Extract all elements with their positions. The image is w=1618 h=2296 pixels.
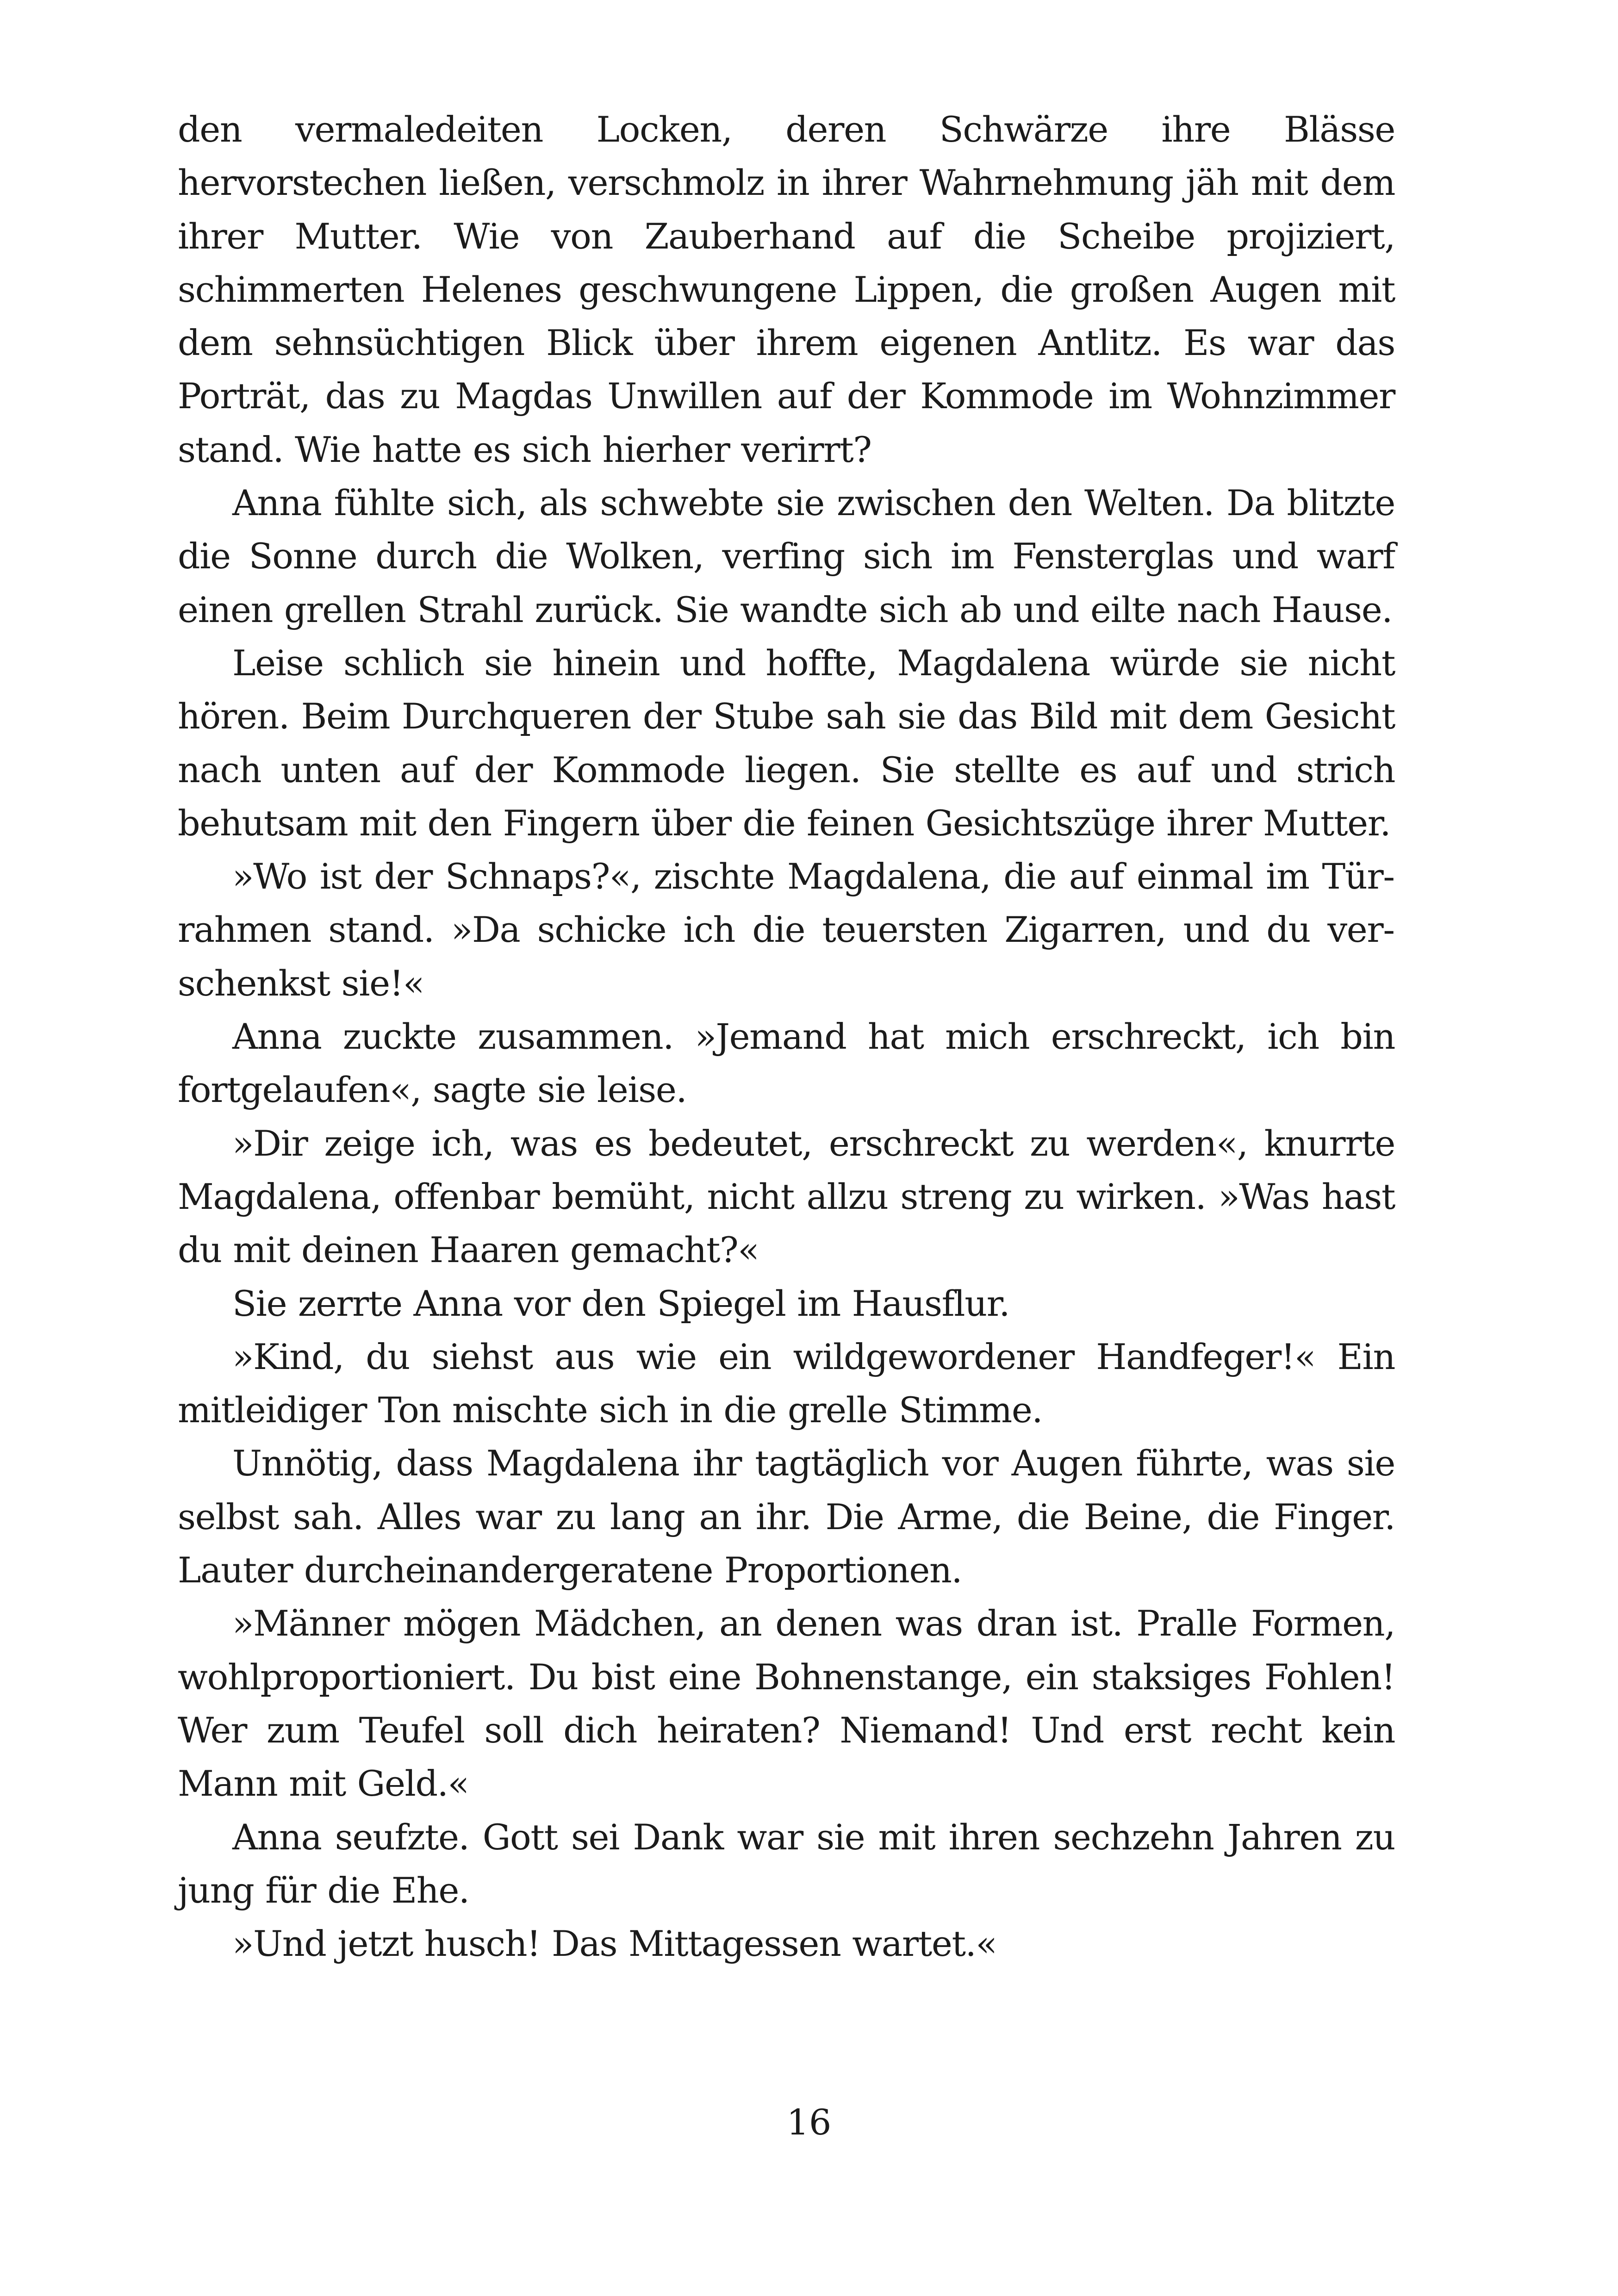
paragraph: Sie zerrte Anna vor den Spiegel im Hausflur. — [232, 1282, 1010, 1324]
body-text — [178, 103, 1395, 1970]
paragraph: den vermaledeiten Locken, deren Schwärze ihre Blässe hervorstechen ließen, verschmolz in ihrer Wahrnehmung jäh mit dem ihrer Mutter. Wie von Zauberhand auf die Scheibe projiziert, schimmerten Helenes geschwungene Lippen, die großen Augen mit dem sehnsüchtigen Blick über ihrem eigenen Antlitz. Es war das Porträt, das zu Magdas Unwillen auf der Kommode im Wohnzimmer stand. Wie hatte es sich hierher verirrt? — [178, 109, 1395, 470]
paragraph: Anna zuckte zusammen. »Jemand hat mich erschreckt, ich bin fortgelaufen«, sagte sie leise. — [178, 1016, 1395, 1111]
paragraph: Unnötig, dass Magdalena ihr tagtäglich vor Augen führte, was sie selbst sah. Alles war zu lang an ihr. Die Arme, die Beine, die Finger. Lauter durcheinandergeratene Proportionen. — [178, 1443, 1395, 1591]
paragraph: Anna fühlte sich, als schwebte sie zwischen den Welten. Da blitzte die Sonne durch die Wolken, verfing sich im Fensterglas und warf einen grellen Strahl zurück. Sie wandte sich ab und eilte nach Hause. — [178, 482, 1395, 630]
paragraph: »Wo ist der Schnaps?«, zischte Magdalena, die auf einmal im Türrahmen stand. »Da schicke ich die teuersten Zigarren, und du verschenkst sie!« — [178, 856, 1395, 1004]
paragraph: Anna seufzte. Gott sei Dank war sie mit ihren sechzehn Jahren zu jung für die Ehe. — [178, 1816, 1395, 1911]
paragraph: »Kind, du siehst aus wie ein wildgewordener Handfeger!« Ein mitleidiger Ton mischte sich in die grelle Stimme. — [178, 1336, 1395, 1431]
page-number: 16 — [786, 2102, 832, 2143]
paragraph: »Und jetzt husch! Das Mittagessen wartet.« — [232, 1923, 997, 1965]
paragraph: »Männer mögen Mädchen, an denen was dran ist. Pralle Formen, wohlproportioniert. Du bist eine Bohnenstange, ein staksiges Fohlen! Wer zum Teufel soll dich heiraten? Niemand! Und erst recht kein Mann mit Geld.« — [178, 1603, 1395, 1804]
paragraph: Leise schlich sie hinein und hoffte, Magdalena würde sie nicht hören. Beim Durchqueren der Stube sah sie das Bild mit dem Gesicht nach unten auf der Kommode liegen. Sie stellte es auf und strich behutsam mit den Fingern über die feinen Gesichtszüge ihrer Mutter. — [178, 642, 1395, 844]
paragraph: »Dir zeige ich, was es bedeutet, erschreckt zu werden«, knurrte Magdalena, offenbar bemüht, nicht allzu streng zu wirken. »Was hast du mit deinen Haaren gemacht?« — [178, 1122, 1395, 1271]
